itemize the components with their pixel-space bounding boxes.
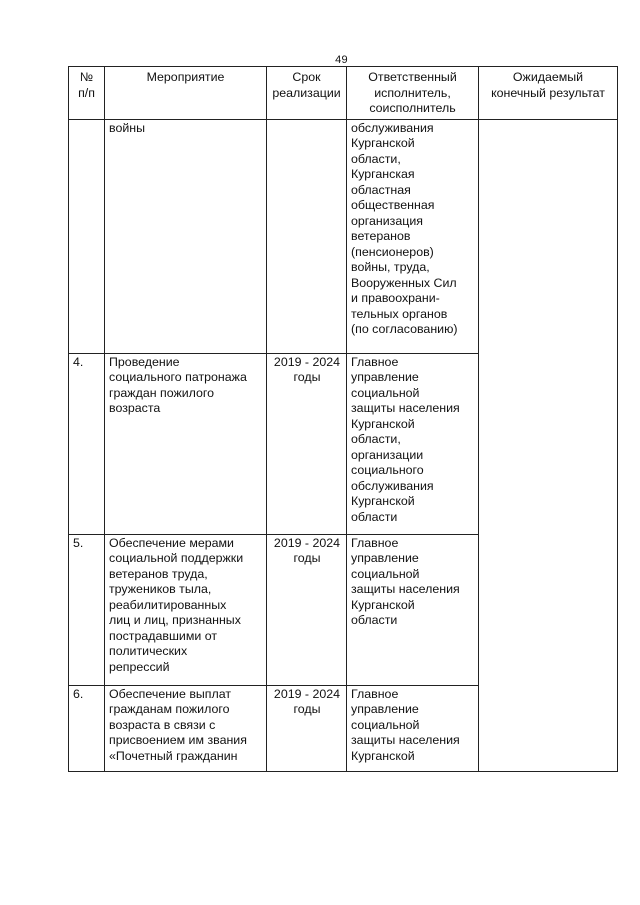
- row-event: Обеспечение выплат гражданам пожилого возраста в связи с присвоением им звания «Почетный гражданин: [105, 685, 267, 771]
- row-executor: Главное управление социальной защиты населения Курганской области, организации социального обслуживания Курганской области: [347, 353, 479, 534]
- header-number: № п/п: [69, 67, 105, 120]
- row-term: 2019 - 2024 годы: [267, 353, 347, 534]
- page-number: 49: [335, 54, 348, 66]
- table-header-row: [69, 67, 618, 120]
- row-term: 2019 - 2024 годы: [267, 534, 347, 685]
- row-term: 2019 - 2024 годы: [267, 685, 347, 771]
- row-result: [479, 119, 618, 771]
- row-event: Обеспечение мерами социальной поддержки ветеранов труда, тружеников тыла, реабилитированных лиц и лиц, признанных пострадавшими от политических репрессий: [105, 534, 267, 685]
- row-term: [267, 119, 347, 353]
- header-event: Мероприятие: [105, 67, 267, 120]
- header-result: Ожидаемый конечный результат: [479, 67, 618, 120]
- row-executor: обслуживания Курганской области, Курганская областная общественная организация ветеранов (пенсионеров) войны, труда, Вооруженных Сил и правоохрани- тельных органов (по согласованию): [347, 119, 479, 353]
- row-executor: Главное управление социальной защиты населения Курганской области: [347, 534, 479, 685]
- row-number: 5.: [69, 534, 105, 685]
- row-executor: Главное управление социальной защиты населения Курганской: [347, 685, 479, 771]
- table-row: [69, 119, 618, 353]
- row-event: войны: [105, 119, 267, 353]
- row-number: 4.: [69, 353, 105, 534]
- row-number: [69, 119, 105, 353]
- activities-table: [68, 66, 618, 772]
- row-event: Проведение социального патронажа граждан пожилого возраста: [105, 353, 267, 534]
- header-term: Срок реализации: [267, 67, 347, 120]
- row-number: 6.: [69, 685, 105, 771]
- header-executor: Ответственный исполнитель, соисполнитель: [347, 67, 479, 120]
